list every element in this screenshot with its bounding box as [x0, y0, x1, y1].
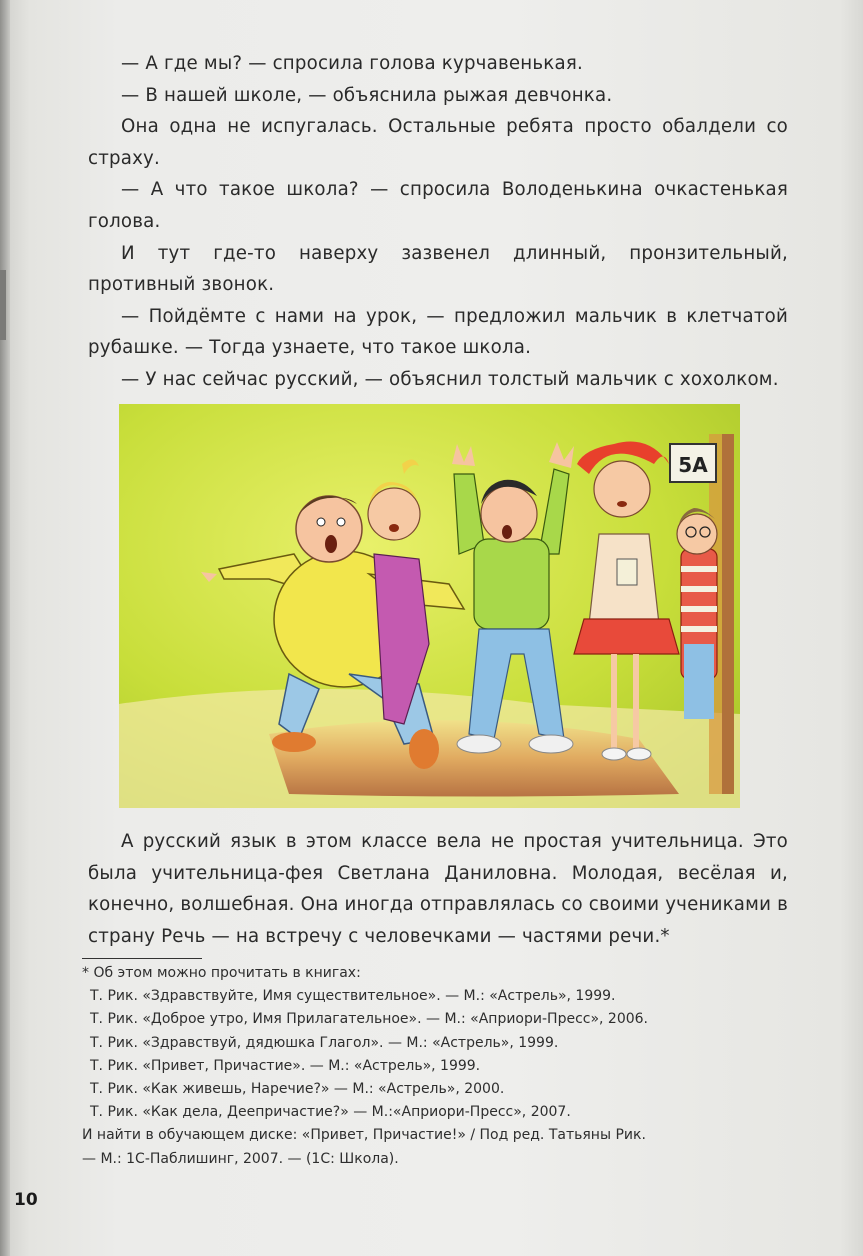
paragraph: — В нашей школе, — объяснила рыжая девчонка. — [121, 84, 613, 106]
footnote-item: Т. Рик. «Доброе утро, Имя Прилагательное». — М.: «Априори-Пресс», 2006. — [90, 1011, 649, 1028]
page-left-edge — [0, 0, 10, 1256]
paragraph: И тут где-то наверху зазвенел длинный, пронзительный, противный звонок. — [88, 242, 788, 296]
page-edge-mark — [0, 270, 6, 340]
class-sign-label: 5А — [678, 453, 708, 477]
footnote-disk-line: И найти в обучающем диске: «Привет, Причастие!» / Под ред. Татьяны Рик. — [82, 1127, 646, 1144]
footnote-intro: * Об этом можно прочитать в книгах: — [82, 965, 361, 981]
paragraph: Она одна не испугалась. Остальные ребята просто обалдели со страху. — [88, 116, 788, 169]
footnote-item: Т. Рик. «Привет, Причастие». — М.: «Астрель», 1999. — [90, 1057, 481, 1074]
story-text-top — [88, 48, 788, 396]
footnote-item: Т. Рик. «Здравствуйте, Имя существительное». — М.: «Астрель», 1999. — [90, 988, 616, 1005]
footnote-item: Т. Рик. «Здравствуй, дядюшка Глагол». — М.: «Астрель», 1999. — [90, 1034, 559, 1051]
classroom-illustration — [119, 404, 740, 808]
paragraph: — А что такое школа? — спросила Володенькина очкастенькая голова. — [88, 179, 788, 232]
paragraph: — Пойдёмте с нами на урок, — предложил мальчик в клетчатой рубашке. — Тогда узнаете, что такое школа. — [88, 305, 788, 359]
footnote-item: Т. Рик. «Как живешь, Наречие?» — М.: «Астрель», 2000. — [90, 1081, 505, 1098]
footnotes — [82, 962, 782, 1171]
footnote-divider — [82, 958, 202, 959]
footnote-item: Т. Рик. «Как дела, Деепричастие?» — М.:«Априори-Пресс», 2007. — [90, 1104, 571, 1121]
page-number: 10 — [14, 1190, 38, 1210]
story-text-bottom — [88, 826, 788, 952]
footnote-disk-line: — М.: 1С-Паблишинг, 2007. — (1С: Школа). — [82, 1150, 399, 1167]
paragraph: — У нас сейчас русский, — объяснил толстый мальчик с хохолком. — [121, 368, 779, 390]
paragraph: — А где мы? — спросила голова курчавенькая. — [121, 53, 583, 74]
paragraph: А русский язык в этом классе вела не простая учительница. Это была учительница-фея Светлана Даниловна. Молодая, весёлая и, конечно, волшебная. Она иногда отправлялась со своими учениками в страну Речь — на встречу с человечками — частями речи.* — [88, 831, 788, 947]
